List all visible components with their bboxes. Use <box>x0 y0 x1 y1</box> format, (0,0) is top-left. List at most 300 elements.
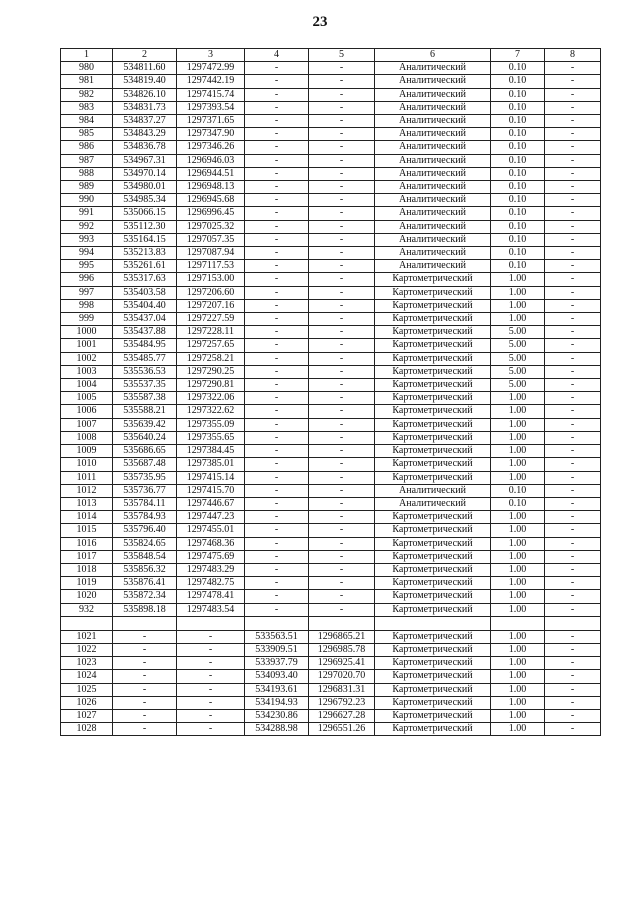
table-cell: - <box>245 247 309 260</box>
table-cell: 535484.95 <box>113 339 177 352</box>
table-cell: - <box>177 709 245 722</box>
table-cell: 1.00 <box>491 683 545 696</box>
table-cell: 1003 <box>61 365 113 378</box>
table-cell: 1.00 <box>491 471 545 484</box>
table-cell: Картометрический <box>375 299 491 312</box>
table-cell: - <box>545 233 601 246</box>
table-cell: - <box>245 194 309 207</box>
table-cell: - <box>309 141 375 154</box>
table-cell: - <box>245 379 309 392</box>
table-cell: - <box>545 511 601 524</box>
table-cell: Картометрический <box>375 696 491 709</box>
table-cell: 1297290.81 <box>177 379 245 392</box>
table-cell: 1297475.69 <box>177 550 245 563</box>
table-cell: - <box>309 115 375 128</box>
table-cell: - <box>245 62 309 75</box>
table-cell: - <box>545 577 601 590</box>
table-row <box>61 484 601 497</box>
table-cell: Аналитический <box>375 207 491 220</box>
table-cell: 1.00 <box>491 286 545 299</box>
table-cell: 1.00 <box>491 392 545 405</box>
table-cell: - <box>545 603 601 616</box>
table-row <box>61 683 601 696</box>
table-cell: 535856.32 <box>113 563 177 576</box>
table-cell: - <box>245 471 309 484</box>
table-cell: Картометрический <box>375 524 491 537</box>
table-cell: - <box>545 405 601 418</box>
table-cell: 1297415.70 <box>177 484 245 497</box>
table-cell: 1297447.23 <box>177 511 245 524</box>
table-cell: 1297355.65 <box>177 431 245 444</box>
table-cell: - <box>113 630 177 643</box>
table-cell: - <box>245 326 309 339</box>
table-cell: Картометрический <box>375 630 491 643</box>
table-cell: 1296551.26 <box>309 723 375 736</box>
column-header-7: 7 <box>491 49 545 62</box>
table-cell: 1.00 <box>491 445 545 458</box>
table-cell: Аналитический <box>375 62 491 75</box>
table-cell: - <box>545 141 601 154</box>
table-cell: 993 <box>61 233 113 246</box>
table-cell: 1012 <box>61 484 113 497</box>
table-row <box>61 550 601 563</box>
table-cell: - <box>309 207 375 220</box>
table-cell: 999 <box>61 313 113 326</box>
table-cell: - <box>545 643 601 656</box>
table-cell: Картометрический <box>375 511 491 524</box>
table-cell: - <box>177 723 245 736</box>
table-cell: 534093.40 <box>245 670 309 683</box>
table-row <box>61 471 601 484</box>
table-cell: - <box>177 683 245 696</box>
table-cell: 0.10 <box>491 181 545 194</box>
table-cell: 1297025.32 <box>177 220 245 233</box>
table-cell: 1296831.31 <box>309 683 375 696</box>
column-header-1: 1 <box>61 49 113 62</box>
table-cell: 1296925.41 <box>309 657 375 670</box>
table-cell: 1297483.54 <box>177 603 245 616</box>
table-row <box>61 365 601 378</box>
table-cell: Аналитический <box>375 247 491 260</box>
table-cell: 0.10 <box>491 75 545 88</box>
table-cell: 1296627.28 <box>309 709 375 722</box>
table-cell: - <box>545 670 601 683</box>
table-cell: - <box>545 207 601 220</box>
table-row <box>61 418 601 431</box>
table-cell: - <box>245 431 309 444</box>
table-cell: Картометрический <box>375 352 491 365</box>
table-row <box>61 220 601 233</box>
table-cell: - <box>545 445 601 458</box>
table-cell: 5.00 <box>491 326 545 339</box>
table-cell: 1025 <box>61 683 113 696</box>
table-cell: 534193.61 <box>245 683 309 696</box>
table-cell: - <box>245 339 309 352</box>
table-cell: 535587.38 <box>113 392 177 405</box>
table-cell: - <box>113 643 177 656</box>
table-cell: - <box>309 88 375 101</box>
table-cell: 5.00 <box>491 379 545 392</box>
table-cell: - <box>177 657 245 670</box>
table-cell: 1006 <box>61 405 113 418</box>
table-cell: - <box>545 167 601 180</box>
table-cell: - <box>177 670 245 683</box>
table-cell: - <box>309 167 375 180</box>
table-cell: 1024 <box>61 670 113 683</box>
table-cell: 535640.24 <box>113 431 177 444</box>
table-cell: 534837.27 <box>113 115 177 128</box>
table-cell: 1297087.94 <box>177 247 245 260</box>
table-cell: 1297415.14 <box>177 471 245 484</box>
table-cell: Аналитический <box>375 101 491 114</box>
table-cell: - <box>545 101 601 114</box>
table-cell: - <box>545 260 601 273</box>
table-cell: - <box>245 128 309 141</box>
table-cell: 1019 <box>61 577 113 590</box>
coordinates-table <box>60 48 601 736</box>
table-cell: 998 <box>61 299 113 312</box>
table-cell: - <box>309 101 375 114</box>
table-cell: 1.00 <box>491 643 545 656</box>
table-cell: 535066.15 <box>113 207 177 220</box>
table-cell: 1017 <box>61 550 113 563</box>
table-cell: - <box>113 670 177 683</box>
table-cell: 994 <box>61 247 113 260</box>
table-cell: 1297207.16 <box>177 299 245 312</box>
table-cell: - <box>245 352 309 365</box>
table-cell: 1297227.59 <box>177 313 245 326</box>
table-cell: Картометрический <box>375 286 491 299</box>
table-cell: 1297228.11 <box>177 326 245 339</box>
table-cell: - <box>545 550 601 563</box>
table-cell: - <box>309 339 375 352</box>
table-cell: - <box>245 88 309 101</box>
table-row <box>61 88 601 101</box>
table-cell: Аналитический <box>375 141 491 154</box>
table-cell: - <box>245 418 309 431</box>
table-cell: Аналитический <box>375 88 491 101</box>
table-cell: 535898.18 <box>113 603 177 616</box>
table-row <box>61 299 601 312</box>
table-cell: Картометрический <box>375 471 491 484</box>
table-cell: 534194.93 <box>245 696 309 709</box>
table-cell: Картометрический <box>375 709 491 722</box>
table-cell: Аналитический <box>375 167 491 180</box>
table-cell: - <box>113 696 177 709</box>
table-cell: Аналитический <box>375 115 491 128</box>
table-cell: 535213.83 <box>113 247 177 260</box>
table-cell: 534811.60 <box>113 62 177 75</box>
table-cell: - <box>545 696 601 709</box>
table-cell: 985 <box>61 128 113 141</box>
table-cell: 535872.34 <box>113 590 177 603</box>
table-cell: 535735.95 <box>113 471 177 484</box>
table-cell: 1007 <box>61 418 113 431</box>
table-cell: - <box>309 220 375 233</box>
table-row <box>61 101 601 114</box>
table-cell: Картометрический <box>375 670 491 683</box>
table-cell: - <box>113 709 177 722</box>
table-cell: 0.10 <box>491 141 545 154</box>
table-cell: - <box>545 273 601 286</box>
table-cell: 1010 <box>61 458 113 471</box>
table-cell: 1297057.35 <box>177 233 245 246</box>
table-cell: 0.10 <box>491 233 545 246</box>
table-cell: 1013 <box>61 497 113 510</box>
table-cell: Картометрический <box>375 590 491 603</box>
table-cell: Аналитический <box>375 75 491 88</box>
table-cell: - <box>309 524 375 537</box>
table-row <box>61 260 601 273</box>
table-cell: 0.10 <box>491 115 545 128</box>
table-cell: - <box>545 590 601 603</box>
table-cell: 1.00 <box>491 511 545 524</box>
table-cell: - <box>309 260 375 273</box>
table-cell: 1297347.90 <box>177 128 245 141</box>
table-cell: - <box>309 577 375 590</box>
table-cell: 1297371.65 <box>177 115 245 128</box>
table-row <box>61 603 601 616</box>
table-cell: Аналитический <box>375 260 491 273</box>
table-cell: - <box>177 696 245 709</box>
table-cell: 1.00 <box>491 657 545 670</box>
table-cell: - <box>245 563 309 576</box>
table-cell: 534819.40 <box>113 75 177 88</box>
table-cell: 1296865.21 <box>309 630 375 643</box>
table-cell: 535164.15 <box>113 233 177 246</box>
table-cell: - <box>245 511 309 524</box>
table-cell: 997 <box>61 286 113 299</box>
table-cell: 534967.31 <box>113 154 177 167</box>
table-cell: - <box>309 247 375 260</box>
table-cell: - <box>545 326 601 339</box>
table-cell: 1296945.68 <box>177 194 245 207</box>
table-cell: 1.00 <box>491 524 545 537</box>
table-cell: 1297393.54 <box>177 101 245 114</box>
table-cell: 533937.79 <box>245 657 309 670</box>
table-cell: 535317.63 <box>113 273 177 286</box>
table-cell: 991 <box>61 207 113 220</box>
table-cell: Картометрический <box>375 683 491 696</box>
table-cell: Аналитический <box>375 220 491 233</box>
table-cell: 0.10 <box>491 88 545 101</box>
table-cell: Аналитический <box>375 233 491 246</box>
table-cell: - <box>545 630 601 643</box>
table-cell: 1297455.01 <box>177 524 245 537</box>
table-cell: - <box>545 220 601 233</box>
table-cell: - <box>309 445 375 458</box>
table-row <box>61 630 601 643</box>
spacer-row <box>61 616 601 630</box>
table-cell: 535403.58 <box>113 286 177 299</box>
table-cell: - <box>545 484 601 497</box>
table-cell: 1297478.41 <box>177 590 245 603</box>
table-cell: - <box>309 484 375 497</box>
table-cell: 1.00 <box>491 670 545 683</box>
table-cell: 1015 <box>61 524 113 537</box>
table-cell: Картометрический <box>375 577 491 590</box>
table-cell: 5.00 <box>491 352 545 365</box>
table-cell: - <box>245 299 309 312</box>
table-cell: 535537.35 <box>113 379 177 392</box>
table-cell: 0.10 <box>491 101 545 114</box>
column-header-3: 3 <box>177 49 245 62</box>
table-cell: 0.10 <box>491 62 545 75</box>
table-cell: Аналитический <box>375 497 491 510</box>
table-cell: Картометрический <box>375 365 491 378</box>
table-cell: 1297346.26 <box>177 141 245 154</box>
table-cell: 1297322.06 <box>177 392 245 405</box>
table-cell: Картометрический <box>375 313 491 326</box>
table-cell: 533563.51 <box>245 630 309 643</box>
table-cell: 535261.61 <box>113 260 177 273</box>
table-cell: 1.00 <box>491 550 545 563</box>
table-cell: 1297482.75 <box>177 577 245 590</box>
table-cell: - <box>245 115 309 128</box>
table-cell: - <box>545 181 601 194</box>
table-cell: - <box>245 207 309 220</box>
table-cell: Картометрический <box>375 657 491 670</box>
table-cell: 1.00 <box>491 313 545 326</box>
table-row <box>61 128 601 141</box>
table-cell: - <box>113 723 177 736</box>
table-cell: - <box>245 405 309 418</box>
table-cell: 1022 <box>61 643 113 656</box>
table-cell: Аналитический <box>375 128 491 141</box>
table-cell: - <box>545 683 601 696</box>
column-header-8: 8 <box>545 49 601 62</box>
table-cell: - <box>309 128 375 141</box>
table-cell: - <box>245 181 309 194</box>
table-cell: 0.10 <box>491 207 545 220</box>
table-cell: Картометрический <box>375 563 491 576</box>
table-cell: 1.00 <box>491 696 545 709</box>
table-cell: 987 <box>61 154 113 167</box>
table-cell: 535112.30 <box>113 220 177 233</box>
page-number: 23 <box>312 14 328 30</box>
table-row <box>61 696 601 709</box>
table-cell: 535876.41 <box>113 577 177 590</box>
table-cell: - <box>309 75 375 88</box>
table-cell: 535485.77 <box>113 352 177 365</box>
table-cell: - <box>545 352 601 365</box>
table-cell: 1011 <box>61 471 113 484</box>
table-cell: 932 <box>61 603 113 616</box>
table-row <box>61 154 601 167</box>
table-cell: 992 <box>61 220 113 233</box>
table-cell: 1.00 <box>491 299 545 312</box>
table-cell: - <box>245 233 309 246</box>
table-row <box>61 194 601 207</box>
table-header-row <box>61 49 601 62</box>
column-header-4: 4 <box>245 49 309 62</box>
table-cell: - <box>545 313 601 326</box>
table-cell: 535687.48 <box>113 458 177 471</box>
table-cell: 1297384.45 <box>177 445 245 458</box>
table-cell: - <box>545 128 601 141</box>
table-cell: 1297483.29 <box>177 563 245 576</box>
table-cell: 1297258.21 <box>177 352 245 365</box>
table-cell: 1296944.51 <box>177 167 245 180</box>
table-cell: - <box>545 431 601 444</box>
table-cell: 981 <box>61 75 113 88</box>
table-cell: Картометрический <box>375 431 491 444</box>
table-row <box>61 709 601 722</box>
table-cell: 1016 <box>61 537 113 550</box>
table-row <box>61 326 601 339</box>
table-row <box>61 167 601 180</box>
table-cell: - <box>545 709 601 722</box>
table-row <box>61 313 601 326</box>
table-cell: Картометрический <box>375 603 491 616</box>
table-cell: 534831.73 <box>113 101 177 114</box>
table-cell: 1297468.36 <box>177 537 245 550</box>
table-cell: - <box>309 603 375 616</box>
table-cell: - <box>309 458 375 471</box>
table-cell: 995 <box>61 260 113 273</box>
table-cell: - <box>309 392 375 405</box>
table-cell: - <box>177 643 245 656</box>
table-cell: Картометрический <box>375 379 491 392</box>
table-row <box>61 339 601 352</box>
table-cell: - <box>309 286 375 299</box>
table-cell: 5.00 <box>491 365 545 378</box>
table-cell: 534980.01 <box>113 181 177 194</box>
table-cell: Картометрический <box>375 326 491 339</box>
table-row <box>61 524 601 537</box>
table-cell: - <box>177 630 245 643</box>
table-cell: Аналитический <box>375 181 491 194</box>
table-cell: 534288.98 <box>245 723 309 736</box>
table-cell: Картометрический <box>375 392 491 405</box>
table-cell: 535736.77 <box>113 484 177 497</box>
table-row <box>61 352 601 365</box>
table-cell: 534985.34 <box>113 194 177 207</box>
table-row <box>61 141 601 154</box>
table-cell: - <box>245 220 309 233</box>
table-cell: - <box>309 194 375 207</box>
table-cell: 1296946.03 <box>177 154 245 167</box>
table-cell: 535639.42 <box>113 418 177 431</box>
table-row <box>61 207 601 220</box>
table-cell: 535437.04 <box>113 313 177 326</box>
table-cell: Картометрический <box>375 273 491 286</box>
table-cell: 1297355.09 <box>177 418 245 431</box>
table-cell: - <box>245 273 309 286</box>
table-row <box>61 75 601 88</box>
table-cell: 535784.93 <box>113 511 177 524</box>
table-cell: - <box>545 524 601 537</box>
table-cell: - <box>545 563 601 576</box>
table-cell: - <box>245 603 309 616</box>
table-cell: - <box>245 167 309 180</box>
table-cell: - <box>545 299 601 312</box>
table-cell: 1297290.25 <box>177 365 245 378</box>
table-cell: 1028 <box>61 723 113 736</box>
table-cell: 534843.29 <box>113 128 177 141</box>
table-cell: 1.00 <box>491 563 545 576</box>
table-cell: - <box>309 299 375 312</box>
table-cell: 0.10 <box>491 497 545 510</box>
table-cell: - <box>309 550 375 563</box>
table-cell: 1297117.53 <box>177 260 245 273</box>
table-cell: 982 <box>61 88 113 101</box>
table-cell: - <box>309 379 375 392</box>
table-row <box>61 643 601 656</box>
table-row <box>61 286 601 299</box>
table-row <box>61 537 601 550</box>
table-cell: 534826.10 <box>113 88 177 101</box>
